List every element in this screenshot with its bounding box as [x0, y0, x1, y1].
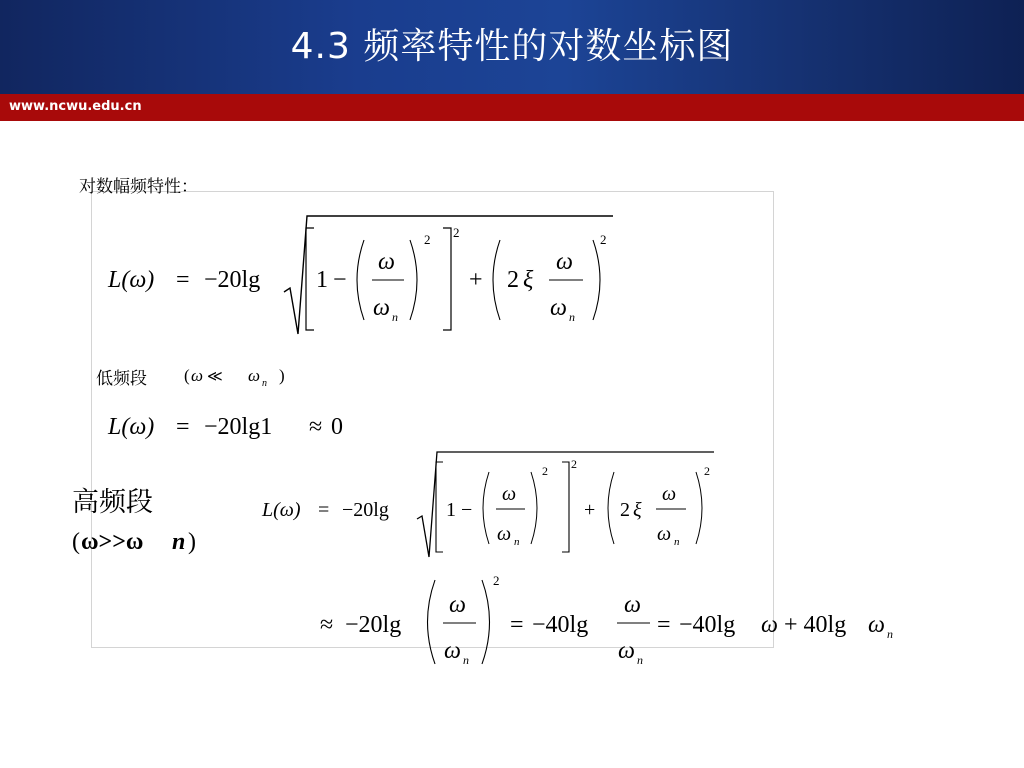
eq3-bracket-left [436, 462, 443, 552]
eq4-frac2-sub: n [637, 653, 643, 667]
eq2-approx: ≈ [309, 414, 323, 440]
eq3-frac2-num: ω [662, 483, 677, 505]
eq3-frac1-den: ω [497, 523, 512, 545]
eq1-xi: ξ [523, 267, 534, 293]
eq3-bracket-right [562, 462, 569, 552]
eq1-frac1-sub: n [392, 310, 398, 324]
eq2-equals: = [176, 414, 190, 440]
eq1-frac1-den: ω [373, 295, 390, 321]
eq1-paren2-left [493, 240, 500, 320]
eq3-exp-outer: 2 [571, 457, 577, 471]
eq1-exp-outer: 2 [453, 225, 460, 240]
eq3-frac2-den: ω [657, 523, 672, 545]
eq4-neg40lg1: −40lg [532, 612, 589, 638]
eq1-frac2-num: ω [556, 249, 573, 275]
high-frequency-label: 高频段 [72, 487, 153, 518]
eq2-neg20lg1: −20lg1 [204, 414, 273, 440]
eq4-omega-n-sub: n [887, 627, 893, 641]
eq4-omega: ω [761, 612, 778, 638]
eq3-exp-second: 2 [704, 464, 710, 478]
eq3-two: 2 [620, 499, 630, 521]
eq4-frac2-den: ω [618, 638, 635, 664]
low-cond-close: ) [279, 366, 285, 385]
eq1-frac2-den: ω [550, 295, 567, 321]
eq4-approx: ≈ [320, 612, 334, 638]
high-cond-n: n [172, 529, 186, 555]
eq3-xi: ξ [633, 499, 642, 521]
eq1-equals: = [176, 267, 190, 293]
eq3-frac2-sub: n [674, 536, 680, 548]
eq3-paren2-right [696, 472, 702, 544]
low-cond-open: ( [184, 366, 190, 385]
eq4-neg20lg: −20lg [345, 612, 402, 638]
eq1-plus: + [469, 267, 483, 293]
eq1-paren2-right [593, 240, 600, 320]
high-cond-text: ω>>ω [81, 529, 144, 555]
eq3-equals: = [318, 499, 330, 521]
eq1-paren1-left [357, 240, 364, 320]
eq3-paren1-right [531, 472, 537, 544]
eq4-equals1: = [510, 612, 524, 638]
high-cond-close: ) [188, 529, 196, 555]
eq3-exp-inner: 2 [542, 464, 548, 478]
eq4-frac1-sub: n [463, 653, 469, 667]
eq1-bracket-right [443, 228, 451, 330]
eq3-plus: + [584, 499, 596, 521]
eq1-one: 1 [316, 267, 328, 293]
eq1-minus: − [333, 267, 347, 293]
high-cond-open: ( [72, 529, 80, 555]
eq4-frac1-num: ω [449, 592, 466, 618]
eq2-lhs: L(ω) [108, 414, 155, 440]
equation-magnitude-small [261, 452, 714, 557]
equation-high-frequency [320, 573, 893, 667]
eq3-one: 1 [446, 499, 456, 521]
high-frequency-condition [72, 529, 196, 555]
eq4-paren-right [482, 580, 490, 664]
low-frequency-condition [184, 366, 285, 389]
eq1-two: 2 [507, 267, 519, 293]
eq4-neg40lg2: −40lg [679, 612, 736, 638]
low-cond-rel: ≪ [207, 369, 223, 385]
website-url: www.ncwu.edu.cn [9, 99, 142, 114]
eq4-omega-n: ω [868, 612, 885, 638]
eq3-neg20lg: −20lg [342, 499, 389, 521]
magnitude-heading: 对数幅频特性： [79, 177, 198, 197]
eq3-minus: − [461, 499, 473, 521]
eq4-paren-left [428, 580, 436, 664]
low-cond-omega-n: ω [248, 366, 261, 385]
equation-low-frequency [107, 414, 343, 440]
low-frequency-label: 低频段 [96, 369, 147, 389]
eq3-paren2-left [608, 472, 614, 544]
eq1-frac1-num: ω [378, 249, 395, 275]
eq4-exp: 2 [493, 573, 500, 588]
eq1-neg20lg: −20lg [204, 267, 261, 293]
eq1-frac2-sub: n [569, 310, 575, 324]
eq4-equals2: = [657, 612, 671, 638]
eq3-frac1-num: ω [502, 483, 517, 505]
eq1-exp-second: 2 [600, 232, 607, 247]
eq3-frac1-sub: n [514, 536, 520, 548]
eq3-lhs: L(ω) [262, 499, 301, 521]
equation-magnitude [107, 216, 613, 334]
low-cond-omega: ω [191, 366, 204, 385]
eq4-frac2-num: ω [624, 592, 641, 618]
eq2-zero: 0 [331, 414, 343, 440]
slide-title: 4.3 频率特性的对数坐标图 [290, 26, 734, 67]
eq1-paren1-right [410, 240, 417, 320]
eq1-exp-inner: 2 [424, 232, 431, 247]
eq3-paren1-left [483, 472, 489, 544]
eq4-plus40lg: + 40lg [784, 612, 847, 638]
eq1-bracket-left [306, 228, 314, 330]
low-cond-sub: n [262, 378, 267, 389]
eq4-frac1-den: ω [444, 638, 461, 664]
eq1-lhs: L(ω) [108, 267, 155, 293]
